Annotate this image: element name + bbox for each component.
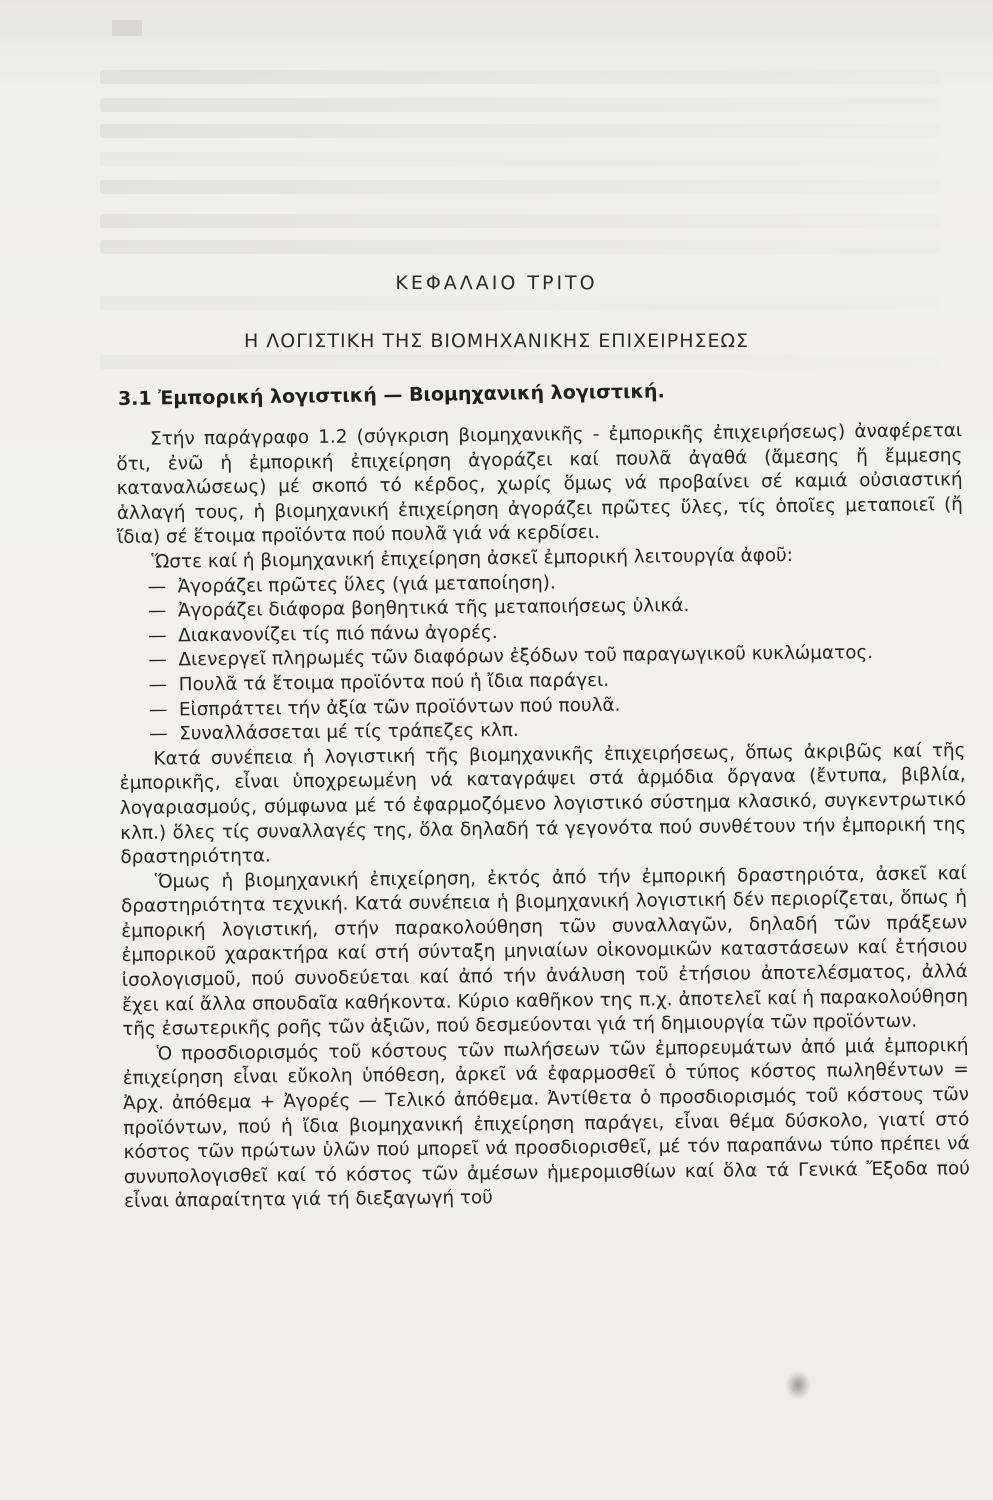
bleed-through-line [100, 70, 940, 84]
list-item: — Διενεργεῖ πληρωμές τῶν διαφόρων ἐξόδων τοῦ παραγωγικοῦ κυκλώματος. [148, 640, 964, 673]
list-item: — Συναλλάσσεται μέ τίς τράπεζες κλπ. [149, 714, 965, 747]
list-item: — Εἰσπράττει τήν ἀξία τῶν προϊόντων πού πουλᾶ. [149, 690, 965, 723]
paragraph: Ὥστε καί ἡ βιομηχανική ἐπιχείρηση ἀσκεῖ ἐμπορική λειτουργία ἀφοῦ: [151, 544, 794, 573]
list-item: — Ἀγοράζει διάφορα βοηθητικά τῆς μεταποιήσεως ὑλικά. [148, 591, 964, 624]
bleed-through-line [100, 152, 940, 166]
list-item: — Διακανονίζει τίς πιό πάνω ἀγορές. [148, 616, 964, 649]
paragraph: Στήν παράγραφο 1.2 (σύγκριση βιομηχανικῆς - ἐμπορικῆς ἐπιχειρήσεως) ἀναφέρεται ὅτι, ἐνῶ ἡ ἐμπορική ἐπιχείρηση ἀγοράζει καί πουλᾶ ἀγαθά (ἄμεσης ἤ ἔμμεσης καταναλώσεως) μέ σκοπό τό κέρδος, χωρίς ὅμως νά προβαίνει σέ καμιά οὐσιαστική ἀλλαγή τους, ἡ βιομηχανική ἐπιχείρηση ἀγοράζει πρῶτες ὕλες, τίς ὁποῖες μεταποιεῖ (ἤ ἴδια) σέ ἕτοιμα προϊόντα πού πουλᾶ γιά νά κερδίσει. [116, 420, 963, 549]
chapter-label: ΚΕΦΑΛΑΙΟ ΤΡΙΤΟ [395, 272, 598, 294]
paragraph: Ὅμως ἡ βιομηχανική ἐπιχείρηση, ἐκτός ἀπό τήν ἐμπορική δραστηριότα, ἀσκεῖ καί δραστηριότητα τεχνική. Κατά συνέπεια ἡ βιομηχανική λογιστική δέν περιορίζεται, ὅπως ἡ ἐμπορική λογιστική, στήν παρακολούθηση τῶν συναλλαγῶν, δηλαδή τῶν πράξεων ἐμπορικοῦ χαρακτήρα καί στή σύνταξη μηνιαίων οἰκονομικῶν καταστάσεων καί ἐτήσιου ἰσολογισμοῦ, πού συνοδεύεται καί ἀπό τήν ἀνάλυση τοῦ ἐτήσιου ἀποτελέσματος, ἀλλά ἔχει καί ἄλλα σπουδαῖα καθήκοντα. Κύριο καθῆκον της π.χ. ἀποτελεῖ καί ἡ παρακολούθηση τῆς ἐσωτερικῆς ροῆς τῶν ἀξιῶν, πού δεσμεύονται γιά τή δημιουργία τῶν προϊόντων. [120, 862, 969, 1041]
bleed-through-line [100, 355, 940, 369]
bleed-through-line [100, 124, 940, 138]
list-item: — Ἀγοράζει πρῶτες ὕλες (γιά μεταποίηση). [148, 567, 964, 600]
list-item: — Πουλᾶ τά ἕτοιμα προϊόντα πού ἡ ἴδια παράγει. [149, 665, 965, 698]
bleed-through-line [100, 296, 940, 310]
paragraph: Κατά συνέπεια ἡ λογιστική τῆς βιομηχανικῆς ἐπιχειρήσεως, ὅπως ἀκριβῶς καί τῆς ἐμπορικῆς, εἶναι ὑποχρεωμένη νά καταγράψει στά ἁρμόδια ὄργανα (ἔντυπα, βιβλία, λογαριασμούς, σύμφωνα μέ τό ἐφαρμοζόμενο λογιστικό σύστημα κλασικό, συγκεντρωτικό κλπ.) ὅλες τίς συναλλαγές της, ὅλα δηλαδή τά γεγονότα πού συνθέτουν τήν ἐμπορική της δραστηριότητα. [119, 739, 967, 869]
ink-smudge [785, 1370, 811, 1400]
faded-page-number [112, 20, 142, 36]
bleed-through-line [100, 98, 940, 112]
bleed-through-line [100, 240, 940, 254]
chapter-title: Η ΛΟΓΙΣΤΙΚΗ ΤΗΣ ΒΙΟΜΗΧΑΝΙΚΗΣ ΕΠΙΧΕΙΡΗΣΕΩΣ [243, 330, 750, 352]
bleed-through-line [100, 180, 940, 194]
body-text [116, 419, 970, 1215]
bleed-through-line [100, 214, 940, 228]
paragraph: Ὁ προσδιορισμός τοῦ κόστους τῶν πωλήσεων τῶν ἐμπορευμάτων ἀπό μιά ἐμπορική ἐπιχείρηση εἶναι εὔκολη ὑπόθεση, ἀρκεῖ νά ἐφαρμοσθεῖ ὁ τύπος κόστος πωληθέντων = Ἀρχ. ἀπόθεμα + Ἀγορές — Τελικό ἀπόθεμα. Ἀντίθετα ὁ προσδιορισμός τοῦ κόστους τῶν προϊόντων, πού ἡ ἴδια βιομηχανική ἐπιχείρηση παράγει, εἶναι θέμα δύσκολο, γιατί στό κόστος τῶν πρώτων ὑλῶν πού μπορεῖ νά προσδιορισθεῖ, μέ τόν παραπάνω τύπο πρέπει νά συνυπολογισθεῖ καί τό κόστος τῶν ἀμέσων ἡμερομισθίων καί ὅλα τά Γενικά Ἔξοδα πού εἶναι ἀπαραίτητα γιά τή διεξαγωγή τοῦ [122, 1034, 970, 1213]
activity-list [118, 567, 966, 748]
section-heading: 3.1 Ἐμπορική λογιστική — Βιομηχανική λογιστική. [117, 380, 665, 410]
